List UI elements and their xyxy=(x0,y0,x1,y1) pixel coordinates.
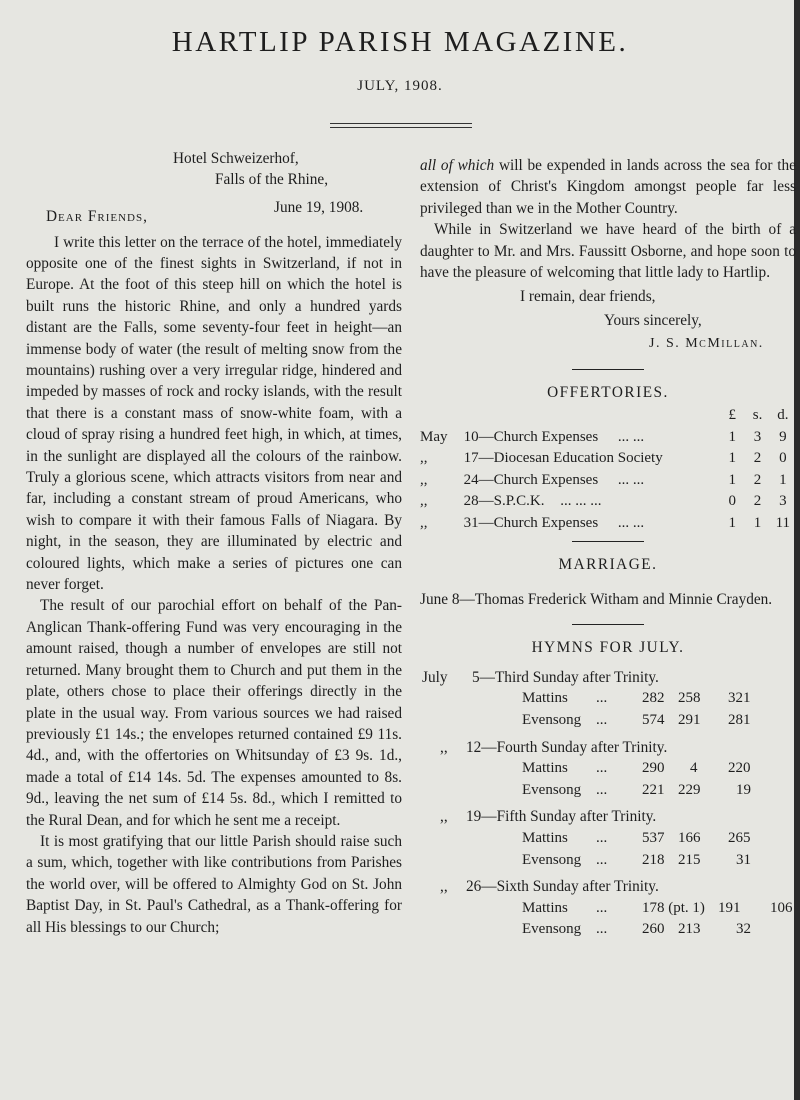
magazine-title: HARTLIP PARISH MAGAZINE. xyxy=(171,26,629,58)
letter-paragraph-3-continued xyxy=(420,155,796,219)
left-column xyxy=(26,148,402,936)
marriage-heading: MARRIAGE. xyxy=(558,555,658,573)
section-rule xyxy=(572,369,644,370)
hymn-sunday-title: ,, 26—Sixth Sunday after Trinity. xyxy=(440,878,659,896)
hymn-sunday-title: ,, 19—Fifth Sunday after Trinity. xyxy=(440,808,657,826)
hymn-evensong-row: Evensong ... 260 213 32 xyxy=(522,921,751,938)
offertory-row: ,, 17 —Diocesan Education Society 1 2 0 xyxy=(420,450,787,467)
offertories-table xyxy=(420,405,796,535)
hymns-heading: HYMNS FOR JULY. xyxy=(531,639,685,657)
section-rule xyxy=(572,541,644,542)
para3-end: will be expended in lands across the sea for the extension of Christ's Kingdom amongst people far less privileged than we in the Mother Country. xyxy=(420,157,796,217)
section-rule xyxy=(572,624,644,625)
hymn-sunday-title: July 5—Third Sunday after Trinity. xyxy=(422,668,659,686)
closing-line-1: I remain, dear friends, xyxy=(520,288,656,306)
address-date: June 19, 1908. xyxy=(274,198,364,216)
salutation: Dear Friends, xyxy=(46,208,148,226)
letter-paragraph-3: It is most gratifying that our little Parish should raise such a sum, which, together with like contributions from Parishes the world over, will be offered to Almighty God on St. John Baptist Day, in St. Paul's Cathedral, as a Thank-offering for all His blessings to our Church; xyxy=(26,832,402,936)
offertories-header-row: £ s. d. xyxy=(728,407,789,424)
title-rule-bottom xyxy=(330,127,472,128)
right-column xyxy=(420,155,796,941)
hymn-evensong-row: Evensong ... 221 229 19 xyxy=(522,781,751,798)
para3-italic: all of which xyxy=(420,157,495,174)
hymn-evensong-row: Evensong ... 218 215 31 xyxy=(522,851,751,868)
closing-line-2: Yours sincerely, xyxy=(604,311,702,329)
hymn-mattins-row: Mattins ... 537 166 265 xyxy=(522,829,751,846)
letter-paragraph-4: While in Switzerland we have heard of the birth of a daughter to Mr. and Mrs. Faussitt Osborne, and hope soon to have the pleasure of welcoming that little lady to Hartlip. xyxy=(420,221,796,282)
hymn-mattins-row: Mattins ... 290 4 220 xyxy=(522,760,751,777)
offertories-heading: OFFERTORIES. xyxy=(547,383,669,401)
hymns-list xyxy=(420,667,796,941)
title-rule-top xyxy=(330,123,472,124)
signature: J. S. McMillan. xyxy=(649,336,764,352)
address-line-2: Falls of the Rhine, xyxy=(215,171,329,189)
issue-date: JULY, 1908. xyxy=(357,78,443,94)
offertory-row: ,, 28 —S.P.C.K. ... ... ... 0 2 3 xyxy=(420,493,787,510)
letter-paragraph-2: The result of our parochial effort on behalf of the Pan-Anglican Thank-offering Fund was very encouraging in the amount raised, though a number of envelopes are still not returned. Many brought them to Church and put them in the plate, others chose to place their offerings directly in the plate in the usual way. From various sources we had raised previously £1 14s.; the envelopes returned contained £9 11s. 4d., and, with the offertories on Whitsunday of £3 9s. 1d., made a total of £14 14s. 5d. The expenses amounted to 8s. 9d., leaving the net sum of £14 5s. 8d., which I remitted to the Rural Dean, and for which he sent me a receipt. xyxy=(26,597,402,829)
hymn-sunday-title: ,, 12—Fourth Sunday after Trinity. xyxy=(440,738,668,756)
offertory-row: May 10 —Church Expenses ... ... 1 3 9 xyxy=(420,428,787,445)
hymn-evensong-row: Evensong ... 574 291 281 xyxy=(522,711,751,728)
letter-paragraph-1: I write this letter on the terrace of the hotel, immediately opposite one of the finest sights in Switzerland, if not in Europe. At the foot of this steep hill on which the hotel is built runs the historic Rhine, and only a hundred yards distant are the Falls, some seventy-four feet in height—an immense body of water (the result of melting snow from the mountains) rushing over a very irregular ridge, hindered and impeded by masses of rock and rocky islands, with the result that there is a constant mass of snow-white foam, with a cloud of spray rising a hundred feet high, in which, at times, in the sunlight are displayed all the colours of the rainbow. Truly a glorious scene, which attracts visitors from near and far, including a constant stream of proud Americans, who wish to compare it with their famous Falls of Niagara. By night, in the season, they are illuminated by electric and coloured lights, which make a series of pictures one can never forget. xyxy=(26,233,402,594)
hymn-mattins-row: Mattins ... 282 258 321 xyxy=(522,690,751,707)
hymn-mattins-row: Mattins ... 178 (pt. 1) 191 106 xyxy=(522,899,793,916)
marriage-entry: June 8—Thomas Frederick Witham and Minnie Crayden. xyxy=(420,590,773,608)
address-line-1: Hotel Schweizerhof, xyxy=(173,150,299,167)
offertory-row: ,, 31 —Church Expenses ... ... 1 1 11 xyxy=(420,515,791,532)
offertory-row: ,, 24 —Church Expenses ... ... 1 2 1 xyxy=(420,471,787,488)
